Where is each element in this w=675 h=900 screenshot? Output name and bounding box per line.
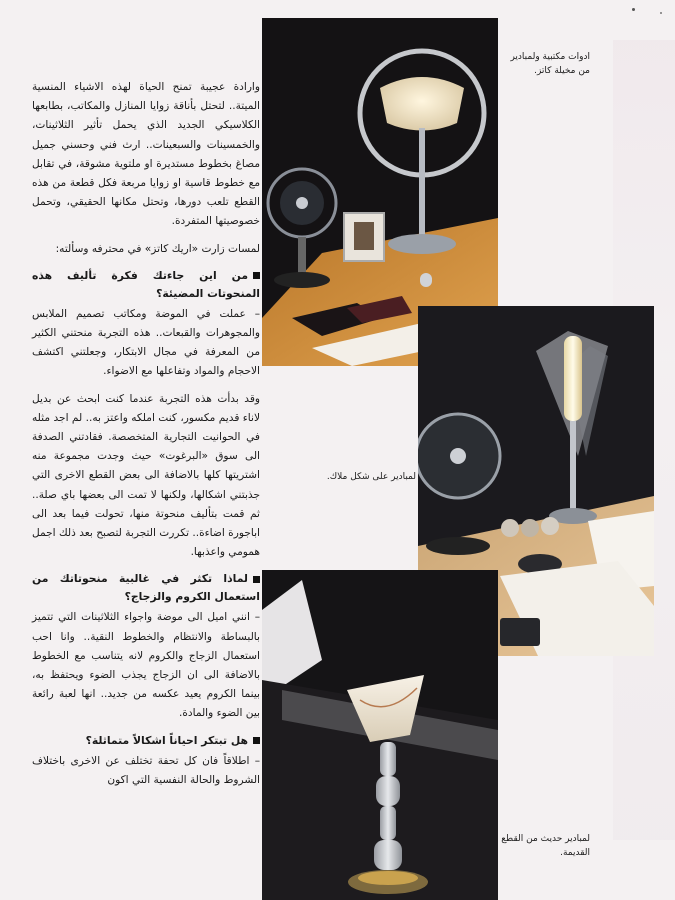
question-heading: لماذا تكثر في غالبية منحوتاتك من استعمال الكروم والزجاج؟ <box>32 572 260 604</box>
caption-modern-lamp: لمبادير حديث من القطع القديمة. <box>501 834 590 858</box>
print-mark <box>632 8 635 11</box>
bullet-square-icon <box>253 737 260 744</box>
article-column <box>32 78 260 798</box>
answer-paragraph: – عملت في الموضة ومكاتب تصميم الملابس والمجوهرات والقبعات.. هذه التجربة منحتني الكثير من المعرفة في مجال الابتكار، وجعلتني اكتشف الاحجام والمواد وتفاعلها مع الاضواء. <box>32 307 260 378</box>
answer-paragraph: وقد بدأت هذه التجربة عندما كنت ابحث عن بديل لاناء قديم مكسور، كنت املكه واعتز به.. لم اجد مثله في الحوانيت التجارية المتخصصة. فقادتني الصدفة الى سوق «البرغوت» حيث وجدت مجموعة منه اشتريتها كلها بالاضافة الى بعض القطع الاخرى التي جذبتني اشكالها، ولكنها لا تمت الى بعضها باي صلة.. ثم قمت بتأليف منحوتة منها، تحولت فيما بعد الى اباجورة اضاءة.. تكررت التجربة لتصبح بعد ذلك اجمل همومي واعذبها. <box>31 392 260 559</box>
bullet-square-icon <box>253 576 260 583</box>
photo-glass-lamp <box>262 570 498 900</box>
question-heading: من اين جاءتك فكرة تأليف هذه المنحوتات المضيئة؟ <box>32 268 260 300</box>
question-heading: هل تبتكر احياناً اشكالاً متماثلة؟ <box>32 732 260 750</box>
caption-desk-tools: ادوات مكتبية ولمبادير من مخيلة كاتز. <box>510 52 590 76</box>
article-intro: وارادة عجيبة تمنح الحياة لهذه الاشياء المنسية الميتة.. لتحتل بأناقة زوايا المنازل والمكاتب، بطابعها الكلاسيكي الجديد الذي يحمل تأثير الثلاثينات، والخمسينات والسبعينات.. ارث فني وحسني جميل مصاغ بخطوط مستديرة او ملتوية مشوقة، في تقابل مع خطوط قاسية او زوايا مربعة فكل قطعة من هذه القطع تلعب دورها، وتحتل مكانها الحقيقي، وتحمل خصوصيتها المتفردة. <box>32 81 260 228</box>
answer-paragraph: – اطلاقاً فان كل تحفة تختلف عن الاخرى باختلاف الشروط والحالة النفسية التي اكون <box>32 754 260 786</box>
caption-angel-lamp: لمبادير على شكل ملاك. <box>326 472 416 482</box>
answer-paragraph: – انني اميل الى موضة واجواء الثلاثينات التي تتميز بالبساطة والانتظام والخطوط النقية.. وانا احب استعمال الزجاج والكروم لانه يتناسب مع الخطوط بالاضافة الى ان الزجاج يجذب الضوء ويحتفظ به، بينما الكروم يعيد عكسه من جديد.. انها لعبة رائعة بين الضوء والمادة. <box>32 611 260 720</box>
bullet-square-icon <box>253 272 260 279</box>
article-lead: لمسات زارت «اريك كاتز» في محترفه وسألته: <box>55 242 260 255</box>
print-mark <box>660 12 662 14</box>
glass-lamp-illustration <box>262 570 498 900</box>
